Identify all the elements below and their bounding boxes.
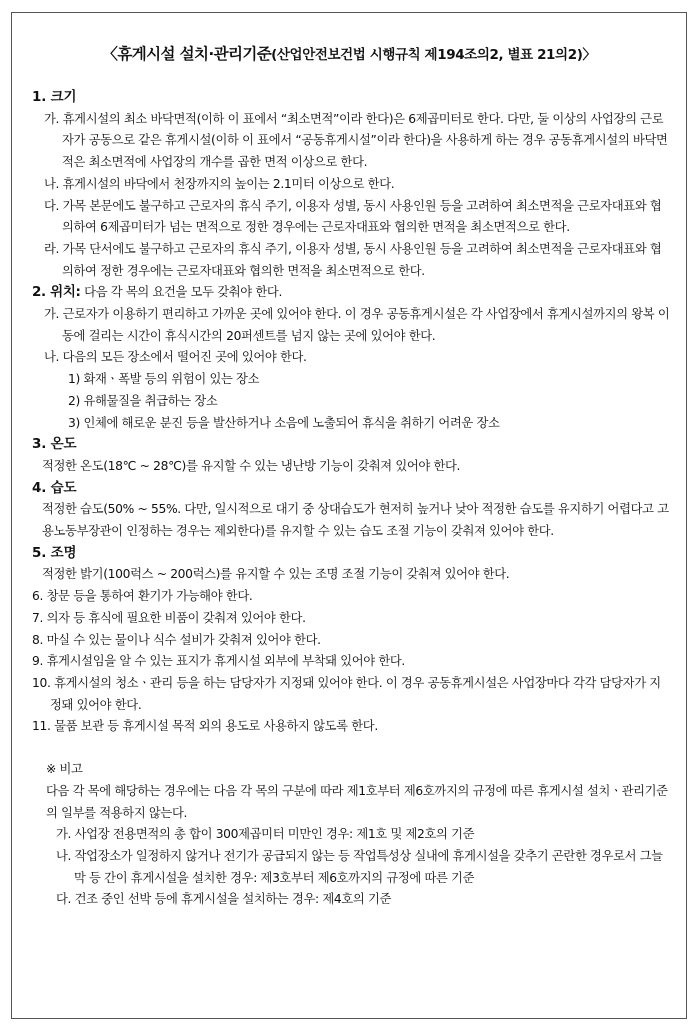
section-2-subitem-1: 1) 화재ㆍ폭발 등의 위험이 있는 장소 [68, 372, 260, 387]
title-main: 〈휴게시설 설치·관리기준 [102, 45, 272, 63]
document-title [12, 42, 686, 64]
section-11: 11. 물품 보관 등 휴게시설 목적 외의 용도로 사용하지 않도록 한다. [32, 719, 378, 734]
section-10: 10. 휴게시설의 청소ㆍ관리 등을 하는 담당자가 지정돼 있어야 한다. 이 경우 공동휴게시설은 사업장마다 각각 담당자가 지정돼 있어야 한다. [32, 675, 661, 712]
section-1-item-b: 나. 휴게시설의 바닥에서 천장까지의 높이는 2.1미터 이상으로 한다. [44, 176, 395, 191]
note-heading: ※ 비고 [46, 762, 83, 777]
section-5-heading: 5. 조명 [32, 544, 77, 561]
section-5-text: 적정한 밝기(100럭스 ~ 200럭스)를 유지할 수 있는 조명 조절 기능이 갖춰져 있어야 한다. [42, 567, 510, 582]
section-1-heading: 1. 크기 [32, 89, 77, 105]
section-2-heading: 2. 위치: [32, 284, 81, 301]
section-2-heading-text: 다음 각 목의 요건을 모두 갖춰야 한다. [80, 285, 283, 300]
section-1-item-c: 다. 가목 본문에도 불구하고 근로자의 휴식 주기, 이용자 성별, 동시 사용인원 등을 고려하여 최소면적을 근로자대표와 협의하여 6제곱미터가 넘는 면적으로 정한 경우에는 근로자대표와 협의한 면적을 최소면적으로 한다. [44, 198, 662, 235]
section-1-item-a: 가. 휴게시설의 최소 바닥면적(이하 이 표에서 “최소면적”이라 한다)은 6제곱미터로 한다. 다만, 둘 이상의 사업장의 근로자가 공동으로 같은 휴게시설(이하 이 표에서 “공동휴게시설”이라 한다)을 사용하게 하는 경우 공동휴게시설의 바닥면적은 최소면적에 사업장의 개수를 곱한 면적 이상으로 한다. [44, 111, 668, 170]
document-body [32, 87, 670, 911]
section-9: 9. 휴게시설임을 알 수 있는 표지가 휴게시설 외부에 부착돼 있어야 한다. [32, 654, 405, 669]
section-3-text: 적정한 온도(18℃ ~ 28℃)를 유지할 수 있는 냉난방 기능이 갖춰져 있어야 한다. [42, 458, 461, 473]
note-intro: 다음 각 목에 해당하는 경우에는 다음 각 목의 구분에 따라 제1호부터 제6호까지의 규정에 따른 휴게시설 설치ㆍ관리기준의 일부를 적용하지 않는다. [46, 783, 668, 820]
section-2-item-a: 가. 근로자가 이용하기 편리하고 가까운 곳에 있어야 한다. 이 경우 공동휴게시설은 각 사업장에서 휴게시설까지의 왕복 이동에 걸리는 시간이 휴식시간의 20퍼센트를 넘지 않는 곳에 있어야 한다. [44, 307, 670, 343]
section-4-text: 적정한 습도(50% ~ 55%. 다만, 일시적으로 대기 중 상대습도가 현저히 높거나 낮아 적정한 습도를 유지하기 어렵다고 고용노동부장관이 인정하는 경우는 제외한다)를 유지할 수 있는 습도 조절 기능이 갖춰져 있어야 한다. [42, 502, 669, 539]
note-item-a: 가. 사업장 전용면적의 총 합이 300제곱미터 미만인 경우: 제1호 및 제2호의 기준 [56, 827, 475, 842]
section-3-heading: 3. 온도 [32, 436, 77, 453]
note-item-b: 나. 작업장소가 일정하지 않거나 전기가 공급되지 않는 등 작업특성상 실내에 휴게시설을 갖추기 곤란한 경우로서 그늘막 등 간이 휴게시설을 설치한 경우: 제3호부터 제6호까지의 규정에 따른 기준 [56, 848, 663, 885]
section-2-subitem-3: 3) 인체에 해로운 분진 등을 발산하거나 소음에 노출되어 휴식을 취하기 어려운 장소 [68, 415, 500, 430]
section-2-item-b: 나. 다음의 모든 장소에서 떨어진 곳에 있어야 한다. [44, 350, 307, 365]
section-2-heading-line [32, 282, 670, 304]
section-spacer [32, 738, 670, 759]
title-reference: (산업안전보건법 시행규칙 제194조의2, 별표 21의2)〉 [271, 47, 596, 63]
section-2-subitem-2: 2) 유해물질을 취급하는 장소 [68, 393, 218, 408]
section-6: 6. 창문 등을 통하여 환기가 가능해야 한다. [32, 589, 253, 604]
section-8: 8. 마실 수 있는 물이나 식수 설비가 갖춰져 있어야 한다. [32, 632, 321, 647]
section-1-item-d: 라. 가목 단서에도 불구하고 근로자의 휴식 주기, 이용자 성별, 동시 사용인원 등을 고려하여 최소면적을 근로자대표와 협의하여 정한 경우에는 근로자대표와 협의한 면적을 최소면적으로 한다. [44, 241, 662, 278]
section-4-heading: 4. 습도 [32, 479, 77, 496]
note-item-c: 다. 건조 중인 선박 등에 휴게시설을 설치하는 경우: 제4호의 기준 [56, 892, 392, 907]
section-7: 7. 의자 등 휴식에 필요한 비품이 갖춰져 있어야 한다. [32, 610, 306, 625]
document-page [11, 12, 687, 1019]
